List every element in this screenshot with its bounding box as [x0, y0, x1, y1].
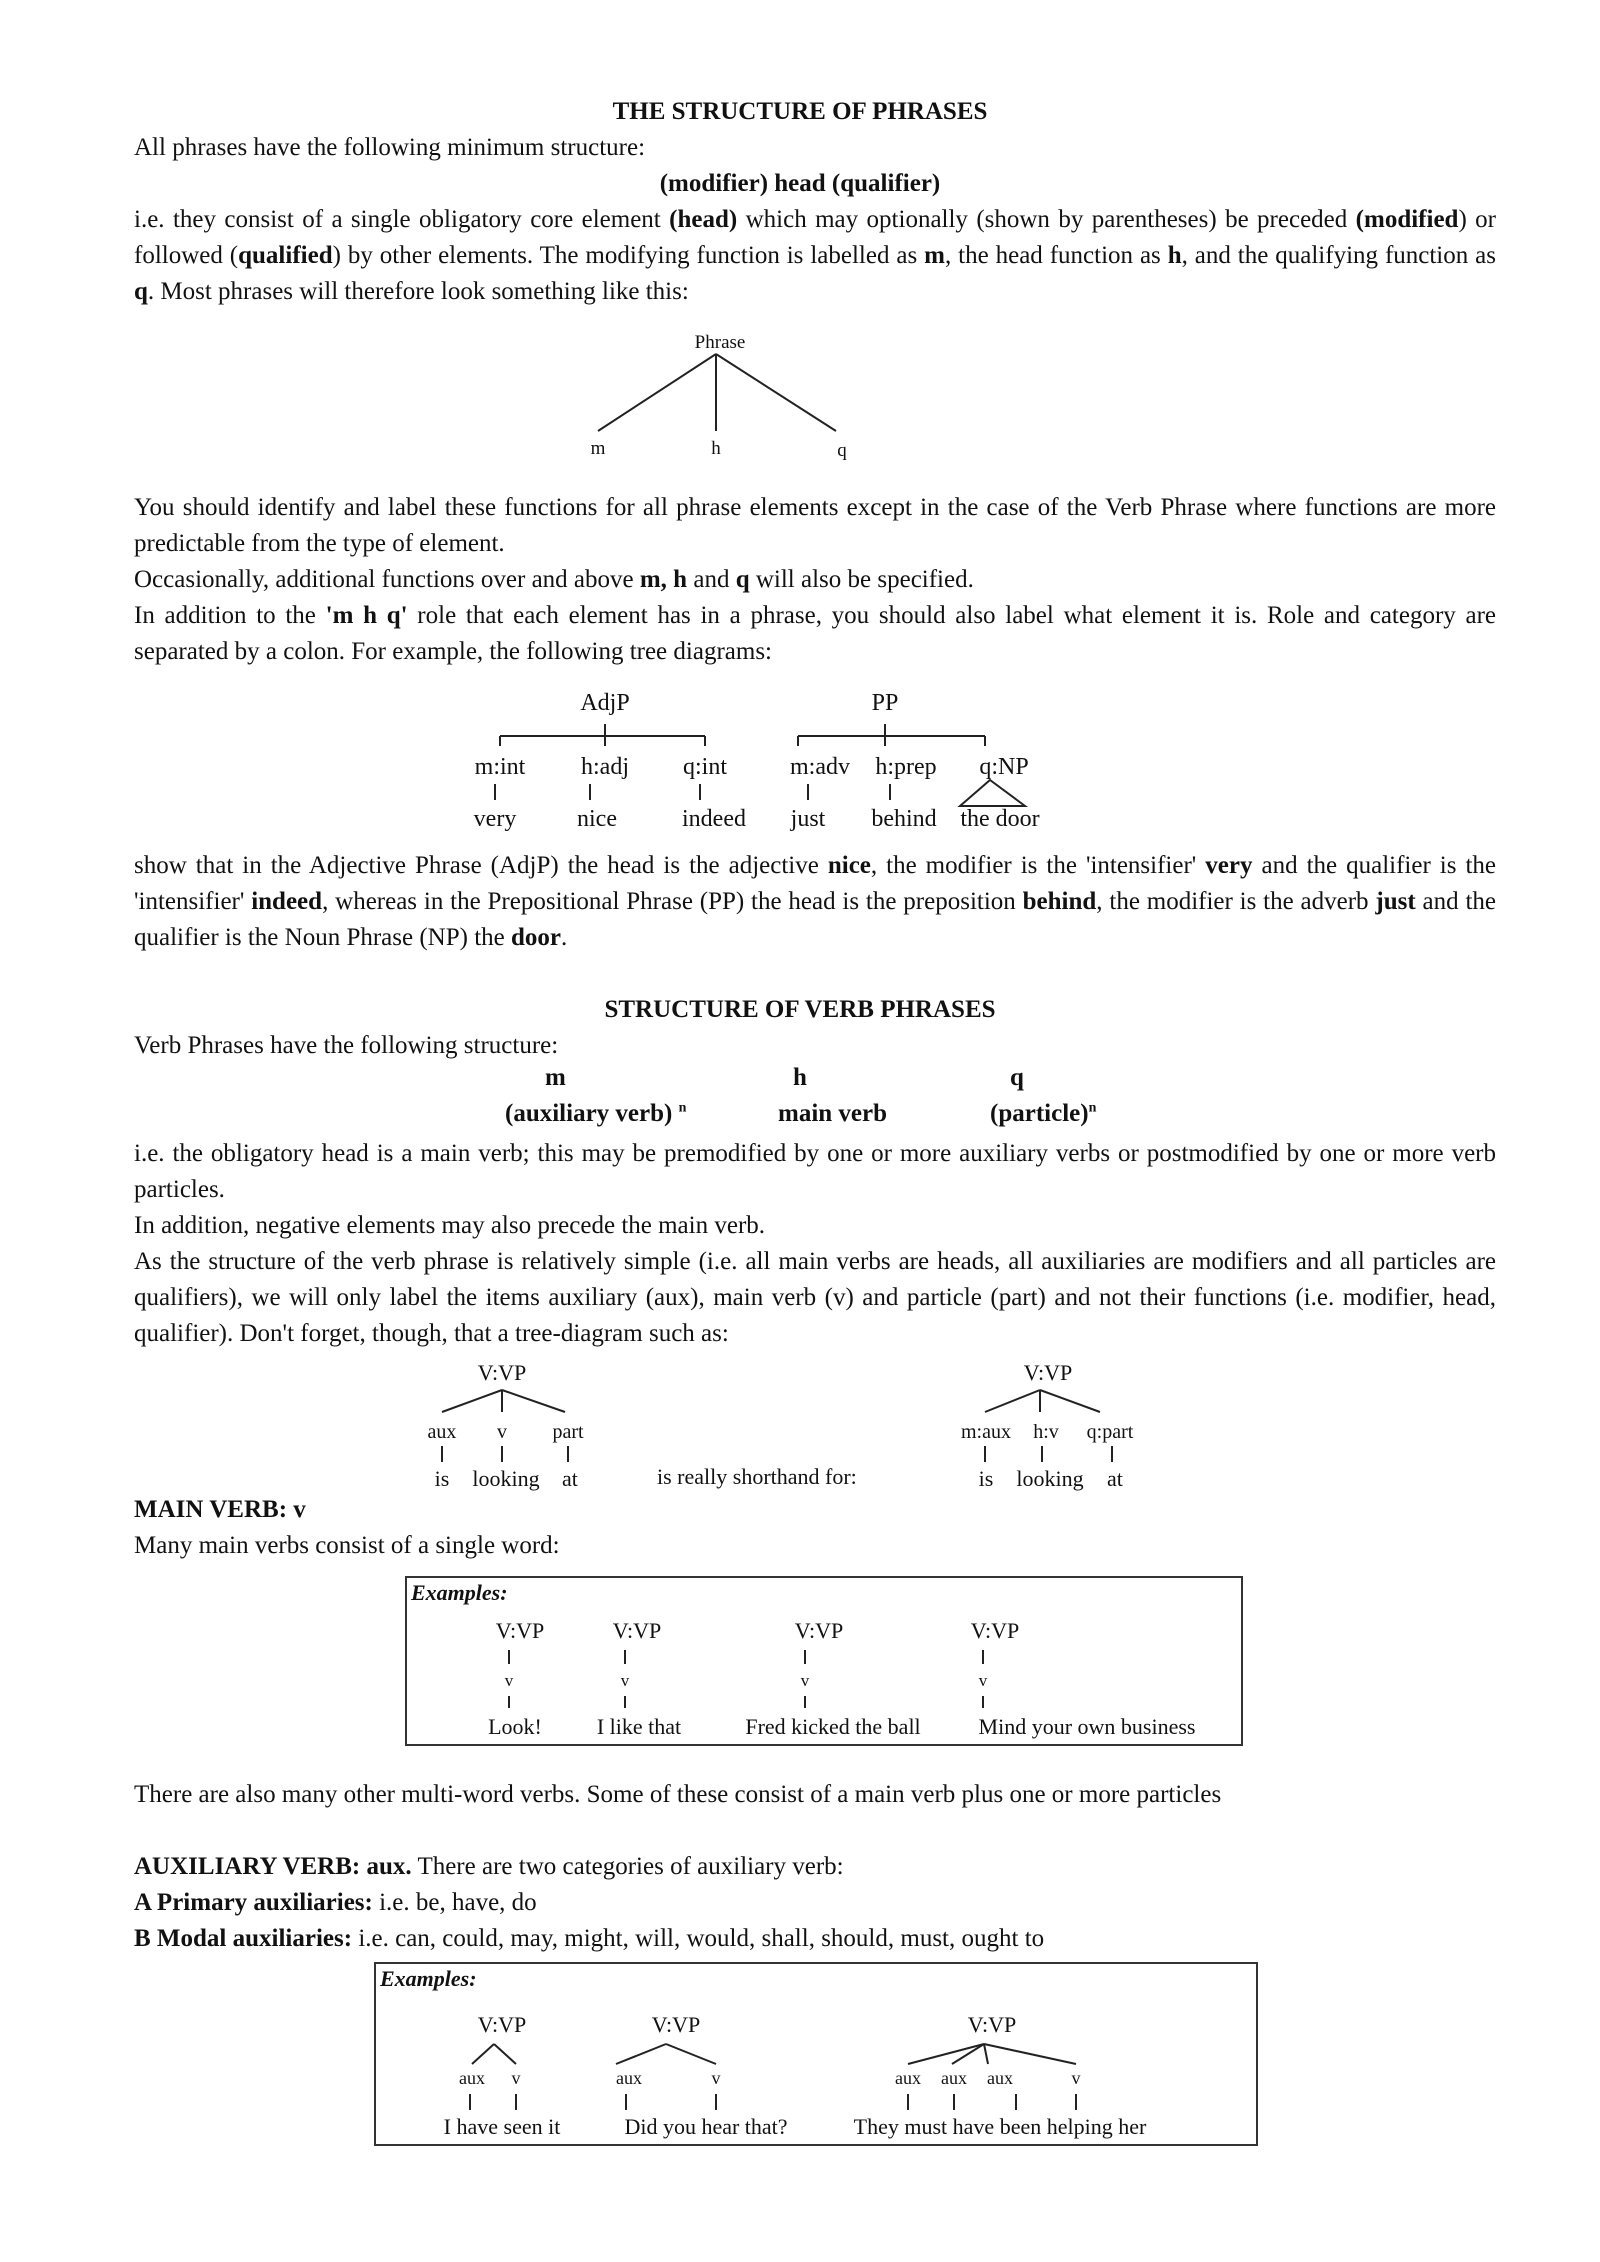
- adjp-word: very: [473, 806, 517, 832]
- vp-paragraph-3: In addition, negative elements may also precede the main verb.: [134, 1212, 766, 1239]
- shorthand-right-label: q:part: [1086, 1421, 1134, 1443]
- functions-paragraph: You should identify and label these functions for all phrase elements except in the case of the Verb Phrase where functions are more predictable from the type of element.: [134, 494, 1496, 557]
- example-label: v: [620, 1671, 630, 1690]
- modal-auxiliaries-line: B Modal auxiliaries: i.e. can, could, may, might, will, would, shall, should, must, ought to: [134, 1925, 1045, 1952]
- aux-verb-examples-trees: [376, 1964, 1256, 2144]
- shorthand-left-word: at: [562, 1466, 578, 1491]
- vp-paragraph-4: As the structure of the verb phrase is relatively simple (i.e. all main verbs are heads, all auxiliaries are modifiers and all particles are qualifiers), we will only label the items auxiliary (aux), main verb (v) and particle (part) and not their functions (i.e. modifier, head, qualifier). Don't forget, though, that a tree-diagram such as:: [134, 1248, 1496, 1347]
- aux-example-label: aux: [459, 2068, 485, 2088]
- aux-example-label: aux: [987, 2068, 1013, 2088]
- vp-structure-m: m: [545, 1064, 566, 1091]
- pp-node-label: q:NP: [979, 754, 1029, 780]
- vp-structure-h-desc: main verb: [778, 1100, 888, 1127]
- adjp-node-label: q:int: [682, 754, 728, 780]
- main-verb-examples-box: [405, 1576, 1243, 1746]
- aux-example-text: They must have been helping her: [853, 2114, 1147, 2139]
- vp-intro: Verb Phrases have the following structure:: [134, 1032, 559, 1059]
- example-text: I like that: [596, 1714, 682, 1739]
- multi-word-verbs-paragraph: There are also many other multi-word verbs. Some of these consist of a main verb plus one or more particles: [134, 1781, 1222, 1808]
- intro-paragraph-2: i.e. they consist of a single obligatory core element (head) which may optionally (shown by parentheses) be preceded (modified) or followed (qualified) by other elements. The modifying function is labelled as m, the head function as h, and the qualifying function as q. Most phrases will therefore look something like this:: [134, 206, 1497, 305]
- adjp-node-label: h:adj: [581, 754, 629, 780]
- shorthand-left-root: V:VP: [477, 1360, 527, 1385]
- adjp-word: indeed: [682, 806, 746, 832]
- pp-word: behind: [871, 806, 937, 832]
- aux-example-text: Did you hear that?: [624, 2114, 788, 2139]
- aux-example-root: V:VP: [967, 2012, 1017, 2037]
- main-verb-examples-label: Examples:: [411, 1580, 508, 1605]
- pp-root: PP: [871, 690, 899, 716]
- aux-example-root: V:VP: [651, 2012, 701, 2037]
- shorthand-right-word: looking: [1016, 1466, 1084, 1491]
- adjp-node-label: m:int: [474, 754, 526, 780]
- aux-example-text: I have seen it: [443, 2114, 561, 2139]
- example-root: V:VP: [612, 1618, 662, 1643]
- phrase-tree-diagram: [580, 328, 860, 463]
- aux-example-label: v: [1071, 2068, 1081, 2088]
- shorthand-left-word: looking: [472, 1466, 540, 1491]
- main-verb-intro: Many main verbs consist of a single word:: [134, 1532, 560, 1559]
- vp-structure-q: q: [1010, 1064, 1024, 1091]
- vp-structure-h: h: [793, 1064, 807, 1091]
- aux-example-label: v: [511, 2068, 521, 2088]
- aux-verb-examples-label: Examples:: [380, 1966, 477, 1991]
- example-root: V:VP: [970, 1618, 1020, 1643]
- vp-section-heading: STRUCTURE OF VERB PHRASES: [604, 996, 996, 1023]
- adjp-root: AdjP: [580, 690, 630, 716]
- example-text: Fred kicked the ball: [745, 1714, 921, 1739]
- example-root: V:VP: [495, 1618, 545, 1643]
- pp-node-label: h:prep: [875, 754, 937, 780]
- pp-node-label: m:adv: [790, 754, 850, 780]
- aux-example-label: aux: [941, 2068, 967, 2088]
- aux-verb-heading: AUXILIARY VERB: aux.: [134, 1853, 412, 1880]
- shorthand-left-word: is: [434, 1466, 450, 1491]
- pp-word: the door: [960, 806, 1040, 832]
- aux-example-label: aux: [895, 2068, 921, 2088]
- explanation-paragraph: show that in the Adjective Phrase (AdjP) the head is the adjective nice, the modifier is the 'intensifier' very and the qualifier is the 'intensifier' indeed, whereas in the Prepositional Phrase (PP) the head is the preposition behind, the modifier is the adverb just and the qualifier is the Noun Phrase (NP) the door.: [134, 852, 1496, 951]
- adjp-word: nice: [577, 806, 617, 832]
- page-title: THE STRUCTURE OF PHRASES: [612, 98, 988, 125]
- phrase-tree-m: m: [590, 438, 606, 459]
- pp-word: just: [790, 806, 826, 832]
- phrase-tree-root: Phrase: [694, 332, 746, 353]
- shorthand-right-label: m:aux: [961, 1421, 1011, 1443]
- example-text: Look!: [488, 1714, 542, 1739]
- phrase-tree-h: h: [711, 438, 721, 459]
- vp-paragraph-2: i.e. the obligatory head is a main verb; this may be premodified by one or more auxiliary verbs or postmodified by one or more verb particles.: [134, 1140, 1496, 1203]
- vp-structure-m-desc: (auxiliary verb) $^n$: [505, 1100, 687, 1127]
- shorthand-left-label: aux: [427, 1421, 457, 1443]
- example-label: v: [978, 1671, 988, 1690]
- shorthand-caption: is really shorthand for:: [657, 1464, 857, 1489]
- shorthand-right-word: is: [978, 1466, 994, 1491]
- example-label: v: [800, 1671, 810, 1690]
- adjp-tree-diagram: [460, 686, 760, 851]
- vp-structure-q-desc: (particle)$^n$: [990, 1100, 1097, 1127]
- main-verb-examples-trees: [407, 1578, 1241, 1744]
- primary-auxiliaries-line: A Primary auxiliaries: i.e. be, have, do: [134, 1889, 537, 1916]
- shorthand-right-word: at: [1107, 1466, 1123, 1491]
- structure-formula: (modifier) head (qualifier): [659, 170, 941, 197]
- aux-example-label: aux: [616, 2068, 642, 2088]
- phrase-tree-q: q: [837, 440, 847, 461]
- shorthand-right-root: V:VP: [1023, 1360, 1073, 1385]
- shorthand-left-label: part: [552, 1421, 584, 1443]
- vp-shorthand-tree-right: [950, 1356, 1150, 1501]
- example-root: V:VP: [794, 1618, 844, 1643]
- aux-verb-examples-box: [374, 1962, 1258, 2146]
- intro-paragraph-1: All phrases have the following minimum structure:: [134, 134, 646, 161]
- additional-functions-line: Occasionally, additional functions over and above m, h and q will also be specified.: [134, 566, 974, 593]
- shorthand-right-label: h:v: [1033, 1421, 1059, 1443]
- vp-shorthand-tree-left: [420, 1356, 600, 1501]
- aux-example-label: v: [711, 2068, 721, 2088]
- example-text: Mind your own business: [978, 1714, 1196, 1739]
- shorthand-left-label: v: [497, 1421, 507, 1443]
- example-label: v: [504, 1671, 514, 1690]
- role-category-paragraph: In addition to the 'm h q' role that each element has in a phrase, you should also label what element it is. Role and category are separated by a colon. For example, the following tree diagrams:: [134, 602, 1497, 665]
- main-verb-heading: MAIN VERB: v: [134, 1496, 306, 1523]
- aux-verb-heading-line: AUXILIARY VERB: aux. There are two categories of auxiliary verb:: [134, 1853, 844, 1880]
- aux-example-root: V:VP: [477, 2012, 527, 2037]
- pp-tree-diagram: [780, 686, 1070, 851]
